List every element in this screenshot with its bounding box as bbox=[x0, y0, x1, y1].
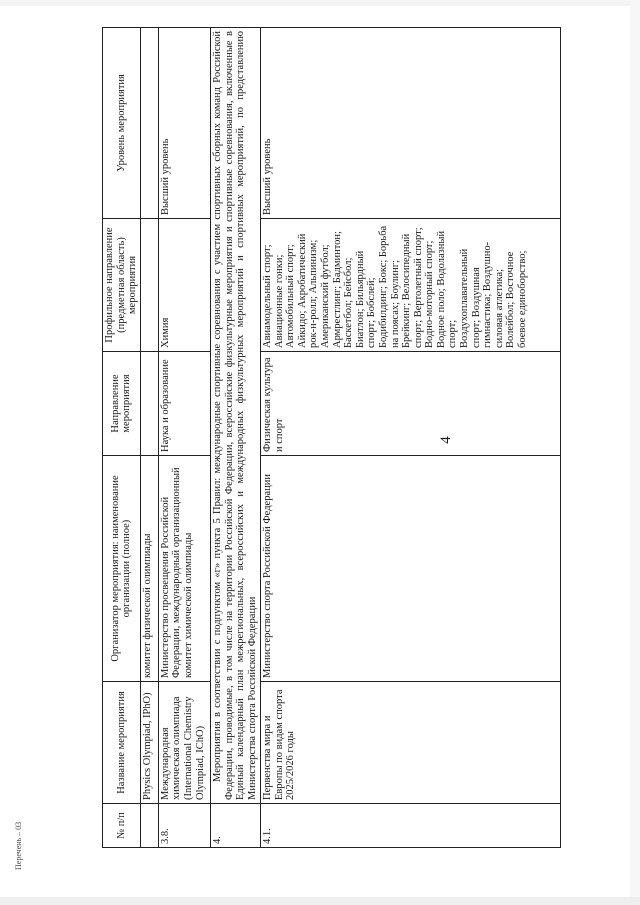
header-num: № п/п bbox=[103, 804, 141, 848]
row-38-direction: Наука и образование bbox=[158, 352, 210, 456]
row-physics-organizer: комитет физической олимпиады bbox=[140, 456, 158, 682]
row-41-num: 4.1. bbox=[260, 804, 560, 848]
events-table bbox=[102, 27, 561, 848]
table-row bbox=[158, 28, 210, 848]
table-row bbox=[260, 28, 560, 848]
row-38-level: Высший уровень bbox=[158, 28, 210, 219]
row-41-direction: Физическая культура и спорт bbox=[260, 352, 560, 456]
row-38-num: 3.8. bbox=[158, 804, 210, 848]
header-name: Название мероприятия bbox=[103, 682, 141, 804]
row-38-organizer: Министерство просвещения Российской Федерации, международный организационный комитет химической олимпиады bbox=[158, 456, 210, 682]
row-41-organizer: Министерство спорта Российской Федерации bbox=[260, 456, 560, 682]
footer-code: Перечень – 03 bbox=[14, 821, 23, 870]
rotated-page bbox=[10, 10, 630, 870]
row-physics-profile bbox=[140, 219, 158, 352]
page-number: 4 bbox=[438, 436, 454, 444]
row-38-name: Международная химическая олимпиада (International Chemistry Olympiad, IChO) bbox=[158, 682, 210, 804]
header-row bbox=[103, 28, 141, 848]
scan-edge-right bbox=[630, 0, 640, 905]
section-row bbox=[210, 28, 260, 848]
scan-edge-top bbox=[0, 0, 640, 6]
row-38-profile: Химия bbox=[158, 219, 210, 352]
row-41-name: Первенства мира и Европы по видам спорта 2025/2026 годы bbox=[260, 682, 560, 804]
header-organizer: Организатор мероприятия: наименование организации (полное) bbox=[103, 456, 141, 682]
row-physics-name: Physics Olympiad, IPhO) bbox=[140, 682, 158, 804]
header-level: Уровень мероприятия bbox=[103, 28, 141, 219]
section-4-num: 4. bbox=[210, 804, 260, 848]
row-physics-level bbox=[140, 28, 158, 219]
scan-edge-bottom bbox=[0, 897, 640, 905]
header-profile: Профильное направление (предметная область) мероприятия bbox=[103, 219, 141, 352]
row-physics-num bbox=[140, 804, 158, 848]
row-physics-direction bbox=[140, 352, 158, 456]
row-41-profile: Авиамодельный спорт; Авиационные гонки; Автомобильный спорт; Айкидо; Акробатический рок-н-ролл; Альпинизм; Американский футбол; Армрестлинг; Бадминтон; Баскетбол; Бейсбол; Биатлон; Бильярдный спорт; Бобслей; Бодибилдинг; Бокс; Борьба на поясах; Боулинг; Брейкинг; Велосипедный спорт; Вертолетный спорт; Водно-моторный спорт; Водное поло; Водолазный спорт; Воздухоплавательный спорт; Воздушная гимнастика; Воздушно-силовая атлетика; Волейбол; Восточное боевое единоборство; bbox=[260, 219, 560, 352]
section-4-text: Мероприятия в соответствии с подпунктом «г» пункта 5 Правил: международные спортивные соревнования с участием спортивных сборных команд Российской Федерации, проводимые, в том числе на территории Российской Федерации, всероссийские физкультурные мероприятия и спортивные соревнования, включенные в Единый календарный план межрегиональных, всероссийских и международных физкультурных мероприятий и спортивных мероприятий, по представлению Министерства спорта Российской Федерации bbox=[210, 28, 260, 804]
header-direction: Направление мероприятия bbox=[103, 352, 141, 456]
table-row bbox=[140, 28, 158, 848]
row-41-level: Высший уровень bbox=[260, 28, 560, 219]
